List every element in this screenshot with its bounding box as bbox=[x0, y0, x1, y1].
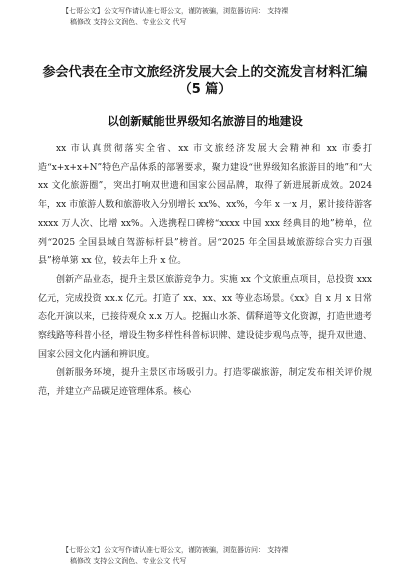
header-line-2: 稿修改 支持公文润色、专业公文 代写 bbox=[70, 18, 187, 26]
document-title-line-2: （5 篇） bbox=[178, 82, 232, 97]
page-header bbox=[62, 6, 352, 28]
paragraph-3: 创新服务环境，提升主景区市场吸引力。打造零碳旅游，制定发布相关评价规范，并建立产品碳足迹管理体系。核心 bbox=[38, 368, 372, 398]
page-footer bbox=[62, 545, 352, 567]
footer-line-2: 稿修改 支持公文润色、专业公文 代写 bbox=[70, 557, 187, 565]
body-text bbox=[38, 140, 372, 402]
document-title-line-1: 参会代表在全市文旅经济发展大会上的交流发言材料汇编 bbox=[42, 65, 368, 80]
paragraph-1: xx 市认真贯彻落实全省、xx 市文旅经济发展大会精神和 xx 市委打造“x+x+x+N”特色产品体系的部署要求，聚力建设“世界级知名旅游目的地”和“大 xx 文化旅游圈”，突出打响双世遗和国家公园品牌，取得了新进展新成效。2024 年，xx 市旅游人数和旅游收入分别增长 xx%、xx%，今年 x 一x 月，累计接待游客 xxxx 万人次、比增 xx%。入选携程口碑榜“xxxx 中国 xxx 经典目的地”榜单，位列“2025 全国县域自驾游标杆县”榜首。居“2025 年全国县域旅游综合实力百强县”榜单第 xx 位，较去年上升 x 位。 bbox=[38, 144, 372, 267]
paragraph-2: 创新产品业态，提升主景区旅游竞争力。实施 xx 个文旅重点项目，总投资 xxx 亿元，完成投资 xx.x 亿元。打造了 xx、xx、xx 等业态场景。《xx》自 x 月 x 日常态化开演以来，已接待观众 x.x 万人。挖掘山水茶、儒释道等文化资源，打造世遗考察线路等科普小径，增设生物多样性科普标识牌、建设徒步观鸟点等，提升双世遗、国家公园文化内涵和辨识度。 bbox=[38, 274, 372, 360]
header-line-1: 【七哥公文】公文写作请认准七哥公文，谨防被骗，浏览器访问： 支持裸 bbox=[62, 7, 289, 15]
footer-line-1: 【七哥公文】公文写作请认准七哥公文，谨防被骗，浏览器访问： 支持裸 bbox=[62, 546, 289, 554]
section-title: 以创新赋能世界级知名旅游目的地建设 bbox=[107, 114, 303, 128]
document-title bbox=[18, 64, 392, 98]
